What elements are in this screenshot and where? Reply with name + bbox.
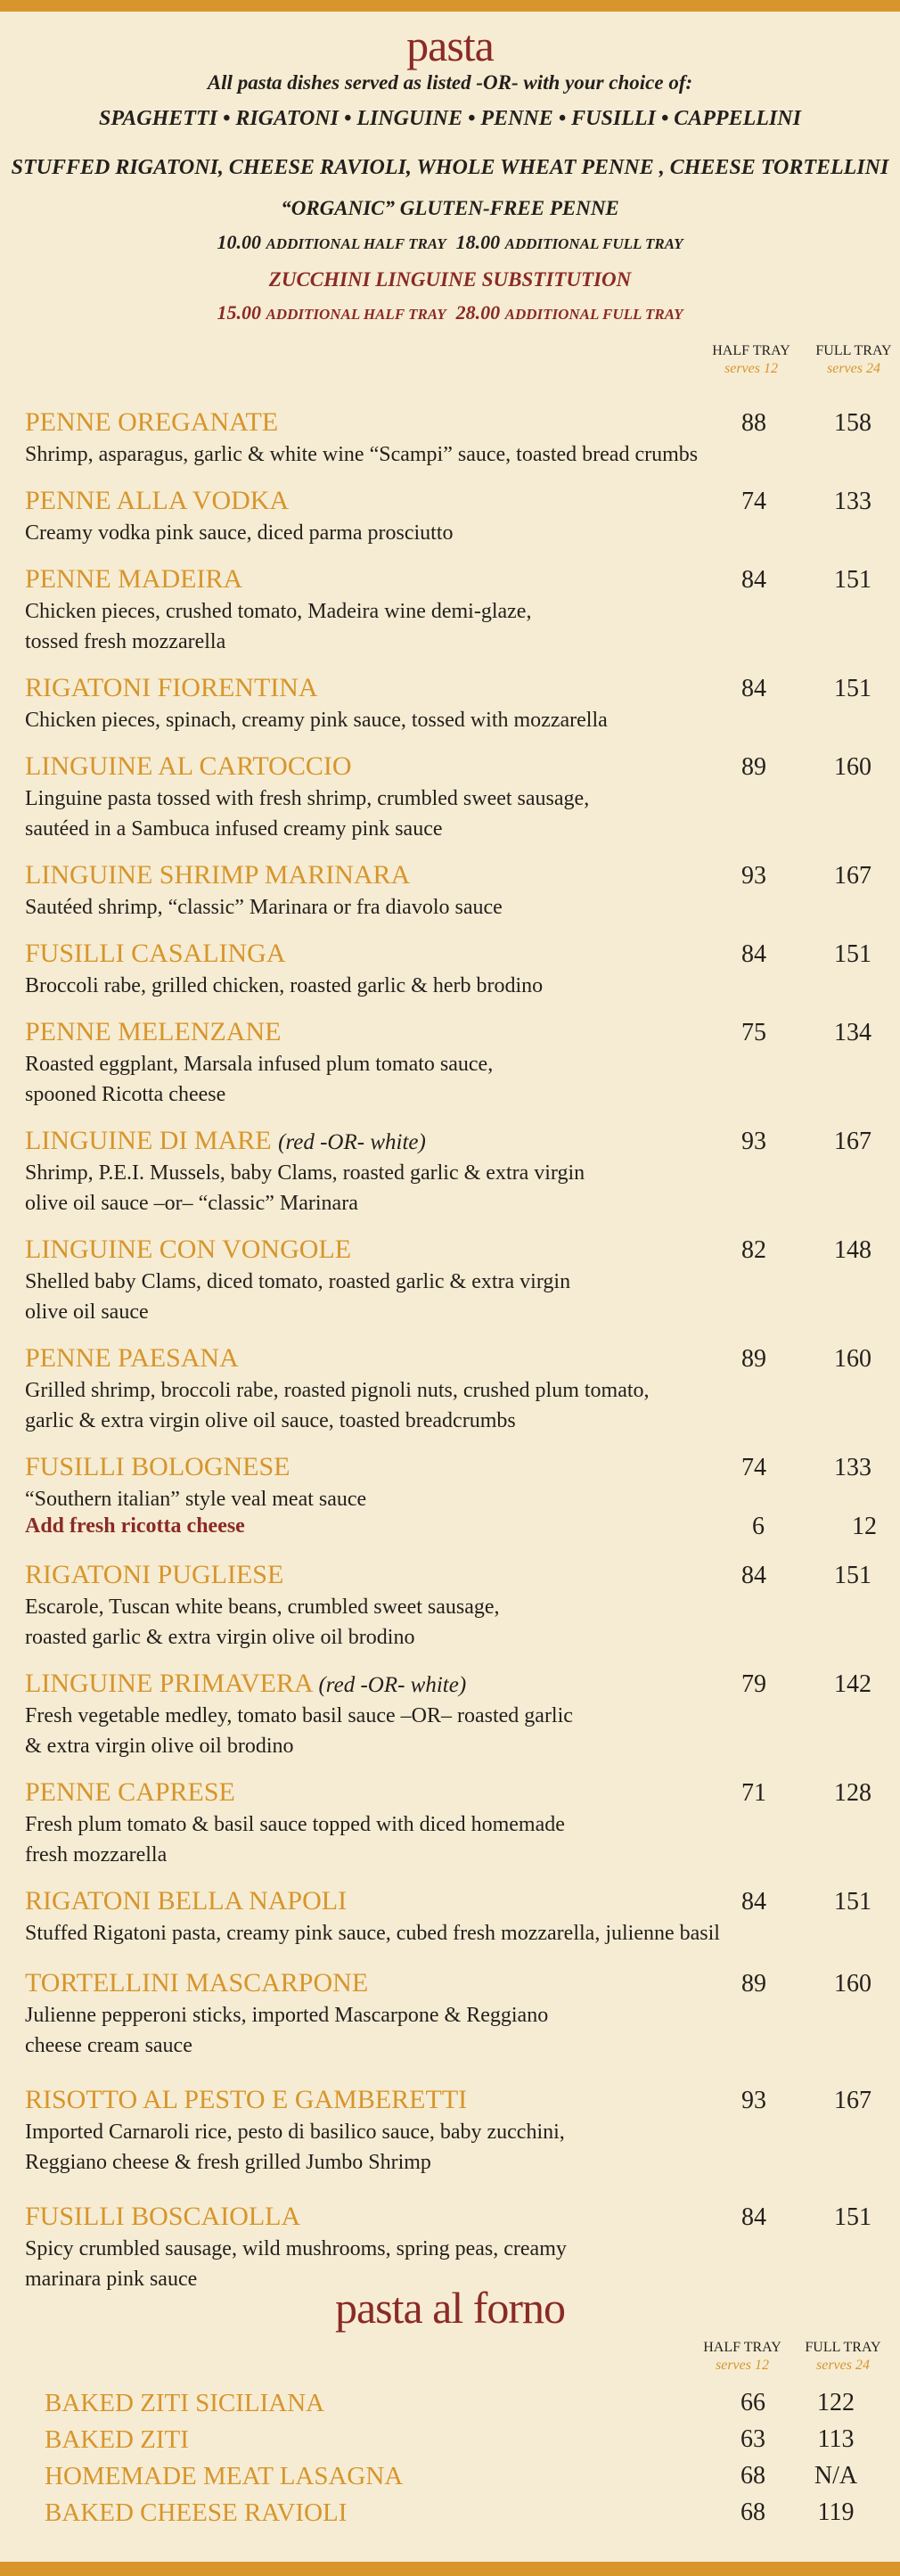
half-tray-price: 89 [741, 1345, 766, 1373]
half-tray-price: 93 [741, 2087, 766, 2114]
addon-half-price: 6 [752, 1513, 765, 1540]
menu-item-description: Roasted eggplant, Marsala infused plum tomato sauce, spooned Ricotta cheese [25, 1053, 494, 1106]
menu-item-name: RIGATONI PUGLIESE [25, 1560, 284, 1589]
full-tray-price: 158 [834, 409, 871, 437]
half-tray-price: 84 [741, 1888, 766, 1916]
zuc-half-label: ADDITIONAL HALF TRAY [266, 306, 446, 323]
menu-item-name: LINGUINE CON VONGOLE [25, 1235, 352, 1264]
gluten-free-option: “ORGANIC” GLUTEN-FREE PENNE [281, 197, 619, 219]
half-tray-price: 71 [741, 1779, 766, 1807]
zuc-half-price: 15.00 [217, 301, 261, 324]
menu-item-description: “Southern italian” style veal meat sauce [25, 1488, 367, 1511]
menu-item-description: Julienne pepperoni sticks, imported Mascarpone & Reggiano cheese cream sauce [25, 2004, 549, 2057]
half-tray-price: 84 [741, 675, 766, 702]
full-tray-price: 133 [834, 1454, 871, 1481]
half-tray-price: 84 [741, 566, 766, 594]
gf-half-label: ADDITIONAL HALF TRAY [266, 235, 446, 252]
half-tray-price: 93 [741, 862, 766, 890]
gluten-free-prices [0, 231, 900, 254]
menu-item-name: RIGATONI BELLA NAPOLI [25, 1886, 348, 1916]
half-tray-price: 82 [741, 1236, 766, 1264]
half-tray-price: 84 [741, 1562, 766, 1589]
page-title: pasta [406, 21, 494, 70]
full-tray-price: 134 [834, 1019, 871, 1046]
forno-title: pasta al forno [334, 2283, 566, 2333]
half-tray-price: 74 [741, 1454, 766, 1481]
gf-full-price: 18.00 [455, 231, 501, 253]
forno-half-tray-header: HALF TRAY serves 12 [703, 2340, 781, 2373]
forno-item-name: HOMEMADE MEAT LASAGNA [45, 2462, 404, 2490]
forno-full-tray-header: FULL TRAY serves 24 [805, 2340, 881, 2373]
half-tray-price: 75 [741, 1019, 766, 1046]
pasta-options-line-2: STUFFED RIGATONI, CHEESE RAVIOLI, WHOLE WHEAT PENNE , CHEESE TORTELLINI [11, 156, 889, 179]
half-tray-price: 88 [741, 409, 766, 437]
bottom-border [0, 2562, 900, 2576]
menu-item-note: (red -OR- white) [278, 1130, 426, 1154]
forno-half-tray-price: 68 [740, 2462, 765, 2490]
full-tray-price: 151 [834, 940, 871, 968]
menu-item-name: FUSILLI BOLOGNESE [25, 1452, 290, 1481]
full-tray-price: 160 [834, 1970, 871, 1998]
menu-item-description: Fresh vegetable medley, tomato basil sauce –OR– roasted garlic & extra virgin olive oil brodino [25, 1704, 573, 1758]
half-tray-price: 84 [741, 2203, 766, 2231]
menu-item-name: RISOTTO AL PESTO E GAMBERETTI [25, 2085, 468, 2114]
forno-full-tray-price: N/A [814, 2462, 858, 2490]
full-tray-price: 128 [834, 1779, 871, 1807]
menu-item-name: TORTELLINI MASCARPONE [25, 1968, 369, 1998]
menu-item-name: LINGUINE DI MARE (red -OR- white) [25, 1126, 426, 1155]
menu-item-name: LINGUINE PRIMAVERA (red -OR- white) [25, 1669, 467, 1698]
menu-item-description: Chicken pieces, spinach, creamy pink sauce, tossed with mozzarella [25, 709, 608, 732]
half-tray-price: 79 [741, 1670, 766, 1698]
zuc-full-price: 28.00 [455, 301, 501, 324]
forno-half-tray-price: 66 [740, 2389, 765, 2416]
menu-item-description: Escarole, Tuscan white beans, crumbled sweet sausage, roasted garlic & extra virgin olive oil brodino [25, 1596, 500, 1649]
menu-item-description: Fresh plum tomato & basil sauce topped with diced homemade fresh mozzarella [25, 1813, 565, 1866]
forno-item-name: BAKED CHEESE RAVIOLI [45, 2498, 348, 2527]
menu-item-description: Grilled shrimp, broccoli rabe, roasted pignoli nuts, crushed plum tomato, garlic & extra virgin olive oil sauce, toasted breadcrumbs [25, 1379, 650, 1432]
gf-full-label: ADDITIONAL FULL TRAY [504, 235, 683, 252]
half-tray-price: 89 [741, 1970, 766, 1998]
full-tray-price: 160 [834, 753, 871, 781]
menu-item-name: RIGATONI FIORENTINA [25, 673, 318, 702]
full-tray-price: 167 [834, 862, 871, 890]
menu-item-note: (red -OR- white) [318, 1673, 467, 1697]
menu-item-description: Shelled baby Clams, diced tomato, roasted garlic & extra virgin olive oil sauce [25, 1270, 571, 1324]
half-tray-price: 84 [741, 940, 766, 968]
menu-item-description: Shrimp, asparagus, garlic & white wine “Scampi” sauce, toasted bread crumbs [25, 443, 699, 466]
full-tray-header: FULL TRAY serves 24 [815, 343, 892, 376]
menu-item-description: Shrimp, P.E.I. Mussels, baby Clams, roasted garlic & extra virgin olive oil sauce –or– “classic” Marinara [25, 1161, 585, 1215]
addon-full-price: 12 [852, 1513, 877, 1540]
full-tray-price: 151 [834, 1888, 871, 1916]
full-tray-price: 148 [834, 1236, 871, 1264]
menu-item-description: Linguine pasta tossed with fresh shrimp, crumbled sweet sausage, sautéed in a Sambuca infused creamy pink sauce [25, 787, 590, 841]
pasta-options-line-1: SPAGHETTI • RIGATONI • LINGUINE • PENNE • FUSILLI • CAPPELLINI [99, 107, 801, 130]
menu-item-description: Sautéed shrimp, “classic” Marinara or fra diavolo sauce [25, 896, 503, 919]
intro-text: All pasta dishes served as listed -OR- with your choice of: [207, 71, 693, 94]
full-tray-price: 167 [834, 2087, 871, 2114]
addon-label: Add fresh ricotta cheese [25, 1514, 245, 1538]
forno-half-tray-price: 63 [740, 2425, 765, 2453]
menu-item-name: PENNE ALLA VODKA [25, 486, 290, 515]
forno-item-name: BAKED ZITI [45, 2425, 189, 2454]
full-tray-price: 151 [834, 2203, 871, 2231]
half-tray-header: HALF TRAY serves 12 [712, 343, 790, 376]
full-tray-price: 151 [834, 566, 871, 594]
half-tray-price: 89 [741, 753, 766, 781]
menu-item-description: Spicy crumbled sausage, wild mushrooms, spring peas, creamy marinara pink sauce [25, 2237, 567, 2291]
full-tray-price: 142 [834, 1670, 871, 1698]
full-tray-price: 160 [834, 1345, 871, 1373]
full-tray-price: 151 [834, 1562, 871, 1589]
full-tray-price: 133 [834, 488, 871, 515]
forno-item-name: BAKED ZITI SICILIANA [45, 2389, 325, 2417]
menu-item-description: Broccoli rabe, grilled chicken, roasted garlic & herb brodino [25, 974, 544, 997]
full-tray-price: 167 [834, 1128, 871, 1155]
menu-item-name: PENNE OREGANATE [25, 407, 279, 437]
menu-item-name: FUSILLI BOSCAIOLLA [25, 2202, 301, 2231]
gf-half-price: 10.00 [217, 231, 261, 253]
forno-full-tray-price: 113 [817, 2425, 855, 2453]
zuc-full-label: ADDITIONAL FULL TRAY [504, 306, 683, 323]
menu-item-name: FUSILLI CASALINGA [25, 939, 286, 968]
half-tray-price: 93 [741, 1128, 766, 1155]
half-tray-price: 74 [741, 488, 766, 515]
top-border [0, 0, 900, 12]
menu-item-name: LINGUINE SHRIMP MARINARA [25, 860, 411, 890]
menu-item-name: LINGUINE AL CARTOCCIO [25, 751, 352, 781]
forno-full-tray-price: 122 [817, 2389, 855, 2416]
menu-item-name: PENNE PAESANA [25, 1343, 239, 1373]
zucchini-prices [0, 301, 900, 324]
menu-item-description: Stuffed Rigatoni pasta, creamy pink sauce, cubed fresh mozzarella, julienne basil [25, 1922, 720, 1945]
menu-item-description: Imported Carnaroli rice, pesto di basilico sauce, baby zucchini, Reggiano cheese & fresh grilled Jumbo Shrimp [25, 2121, 565, 2174]
menu-item-name: PENNE CAPRESE [25, 1777, 235, 1807]
zucchini-substitution: ZUCCHINI LINGUINE SUBSTITUTION [268, 268, 632, 291]
menu-item-name: PENNE MADEIRA [25, 564, 243, 594]
menu-item-description: Chicken pieces, crushed tomato, Madeira wine demi-glaze, tossed fresh mozzarella [25, 600, 532, 653]
forno-half-tray-price: 68 [740, 2498, 765, 2526]
menu-item-name: PENNE MELENZANE [25, 1017, 282, 1046]
full-tray-price: 151 [834, 675, 871, 702]
menu-item-description: Creamy vodka pink sauce, diced parma prosciutto [25, 521, 454, 545]
forno-full-tray-price: 119 [817, 2498, 855, 2526]
